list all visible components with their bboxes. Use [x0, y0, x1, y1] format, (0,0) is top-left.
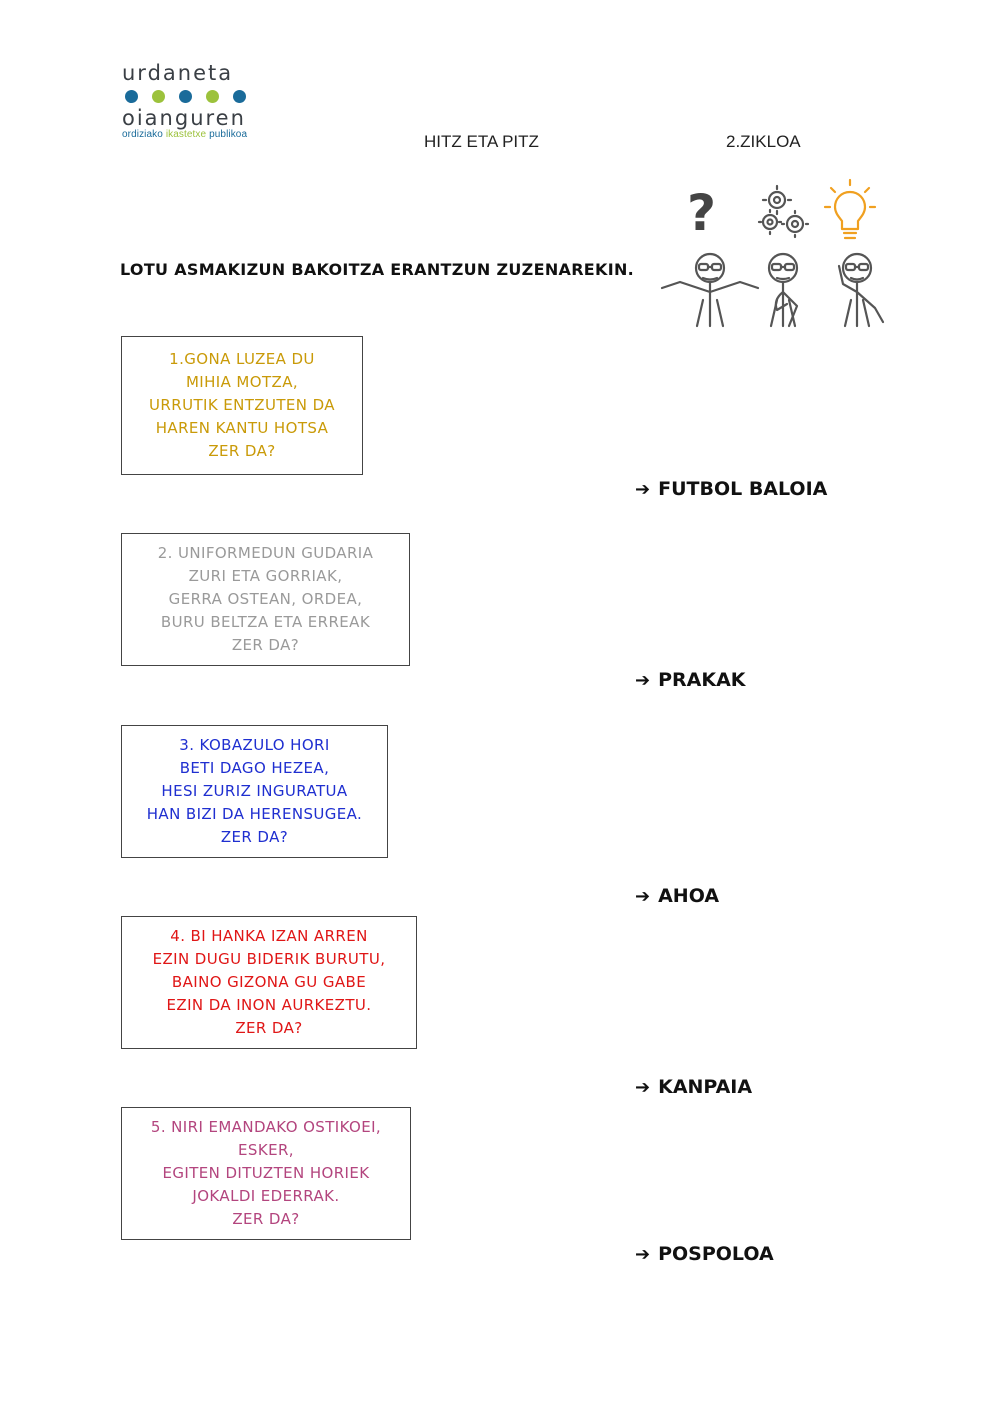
answer-label: POSPOLOA [658, 1243, 774, 1265]
answer-option-4[interactable] [635, 1076, 752, 1098]
logo-subtitle-part: ordiziako [122, 129, 163, 140]
riddle-line: HESI ZURIZ INGURATUA [161, 782, 348, 800]
riddle-line: HAREN KANTU HOTSA [155, 419, 329, 437]
riddle-line: MIHIA MOTZA, [185, 373, 299, 391]
riddle-line: 1.GONA LUZEA DU [169, 350, 315, 368]
logo-subtitle [122, 129, 272, 140]
logo-dot [206, 90, 219, 103]
worksheet-title: HITZ ETA PITZ [424, 132, 539, 151]
arrow-right-icon: ➔ [635, 478, 651, 500]
riddle-line: BETI DAGO HEZEA, [179, 759, 330, 777]
riddle-line: EZIN DUGU BIDERIK BURUTU, [152, 950, 386, 968]
figure-shrugging [662, 254, 758, 326]
riddle-box-3[interactable] [121, 725, 388, 858]
arrow-right-icon: ➔ [635, 1243, 651, 1265]
riddle-box-4[interactable] [121, 916, 417, 1049]
riddle-box-2[interactable] [121, 533, 410, 666]
riddle-line: 2. UNIFORMEDUN GUDARIA [157, 544, 374, 562]
riddle-line: EZIN DA INON AURKEZTU. [166, 996, 372, 1014]
arrow-right-icon: ➔ [635, 1076, 651, 1098]
logo-dot [179, 90, 192, 103]
answer-label: KANPAIA [658, 1076, 753, 1098]
answer-option-2[interactable] [635, 669, 746, 691]
logo-subtitle-part: ikastetxe [165, 129, 207, 140]
logo-line-1: urdaneta [122, 61, 234, 85]
logo-subtitle-part: publikoa [209, 129, 248, 140]
riddle-line: 4. BI HANKA IZAN ARREN [170, 927, 368, 945]
figure-thinking [769, 254, 797, 326]
riddle-line: 5. NIRI EMANDAKO OSTIKOEI, [150, 1118, 382, 1136]
riddle-line: BAINO GIZONA GU GABE [171, 973, 367, 991]
cycle-label: 2.ZIKLOA [726, 132, 801, 151]
riddle-line: 3. KOBAZULO HORI [179, 736, 330, 754]
riddle-line: JOKALDI EDERRAK. [192, 1187, 340, 1205]
riddle-line: ZER DA? [235, 1019, 303, 1037]
gears-icon [759, 186, 808, 237]
answer-label: AHOA [658, 885, 720, 907]
riddle-line: URRUTIK ENTZUTEN DA [149, 396, 335, 414]
riddle-box-1[interactable] [121, 336, 363, 475]
answer-option-5[interactable] [635, 1243, 774, 1265]
riddle-line: ZER DA? [220, 828, 289, 846]
thinking-figures-illustration [655, 178, 895, 330]
riddle-line: EGITEN DITUZTEN HORIEK [162, 1164, 370, 1182]
logo-line-2: oianguren [122, 106, 246, 130]
riddle-line: HAN BIZI DA HERENSUGEA. [146, 805, 363, 823]
riddle-line: ZER DA? [231, 636, 300, 654]
riddle-line: ZER DA? [232, 1210, 300, 1228]
answer-label: FUTBOL BALOIA [658, 478, 828, 500]
logo-dot [233, 90, 246, 103]
arrow-right-icon: ➔ [635, 885, 651, 907]
riddle-line: GERRA OSTEAN, ORDEA, [168, 590, 363, 608]
figure-idea [839, 254, 883, 326]
question-mark-icon: ? [687, 184, 717, 242]
riddle-line: ESKER, [238, 1141, 294, 1159]
riddle-line: ZER DA? [208, 442, 276, 460]
instruction-text: LOTU ASMAKIZUN BAKOITZA ERANTZUN ZUZENAREKIN. [120, 260, 635, 279]
answer-option-1[interactable] [635, 478, 827, 500]
riddle-box-5[interactable] [121, 1107, 411, 1240]
light-bulb-icon [825, 180, 875, 238]
riddle-line: ZURI ETA GORRIAK, [188, 567, 343, 585]
logo-dots [125, 90, 272, 103]
logo-dot [152, 90, 165, 103]
answer-option-3[interactable] [635, 885, 719, 907]
school-logo [122, 62, 272, 152]
riddle-line: BURU BELTZA ETA ERREAK [160, 613, 371, 631]
logo-dot [125, 90, 138, 103]
arrow-right-icon: ➔ [635, 669, 651, 691]
answer-label: PRAKAK [658, 669, 746, 691]
